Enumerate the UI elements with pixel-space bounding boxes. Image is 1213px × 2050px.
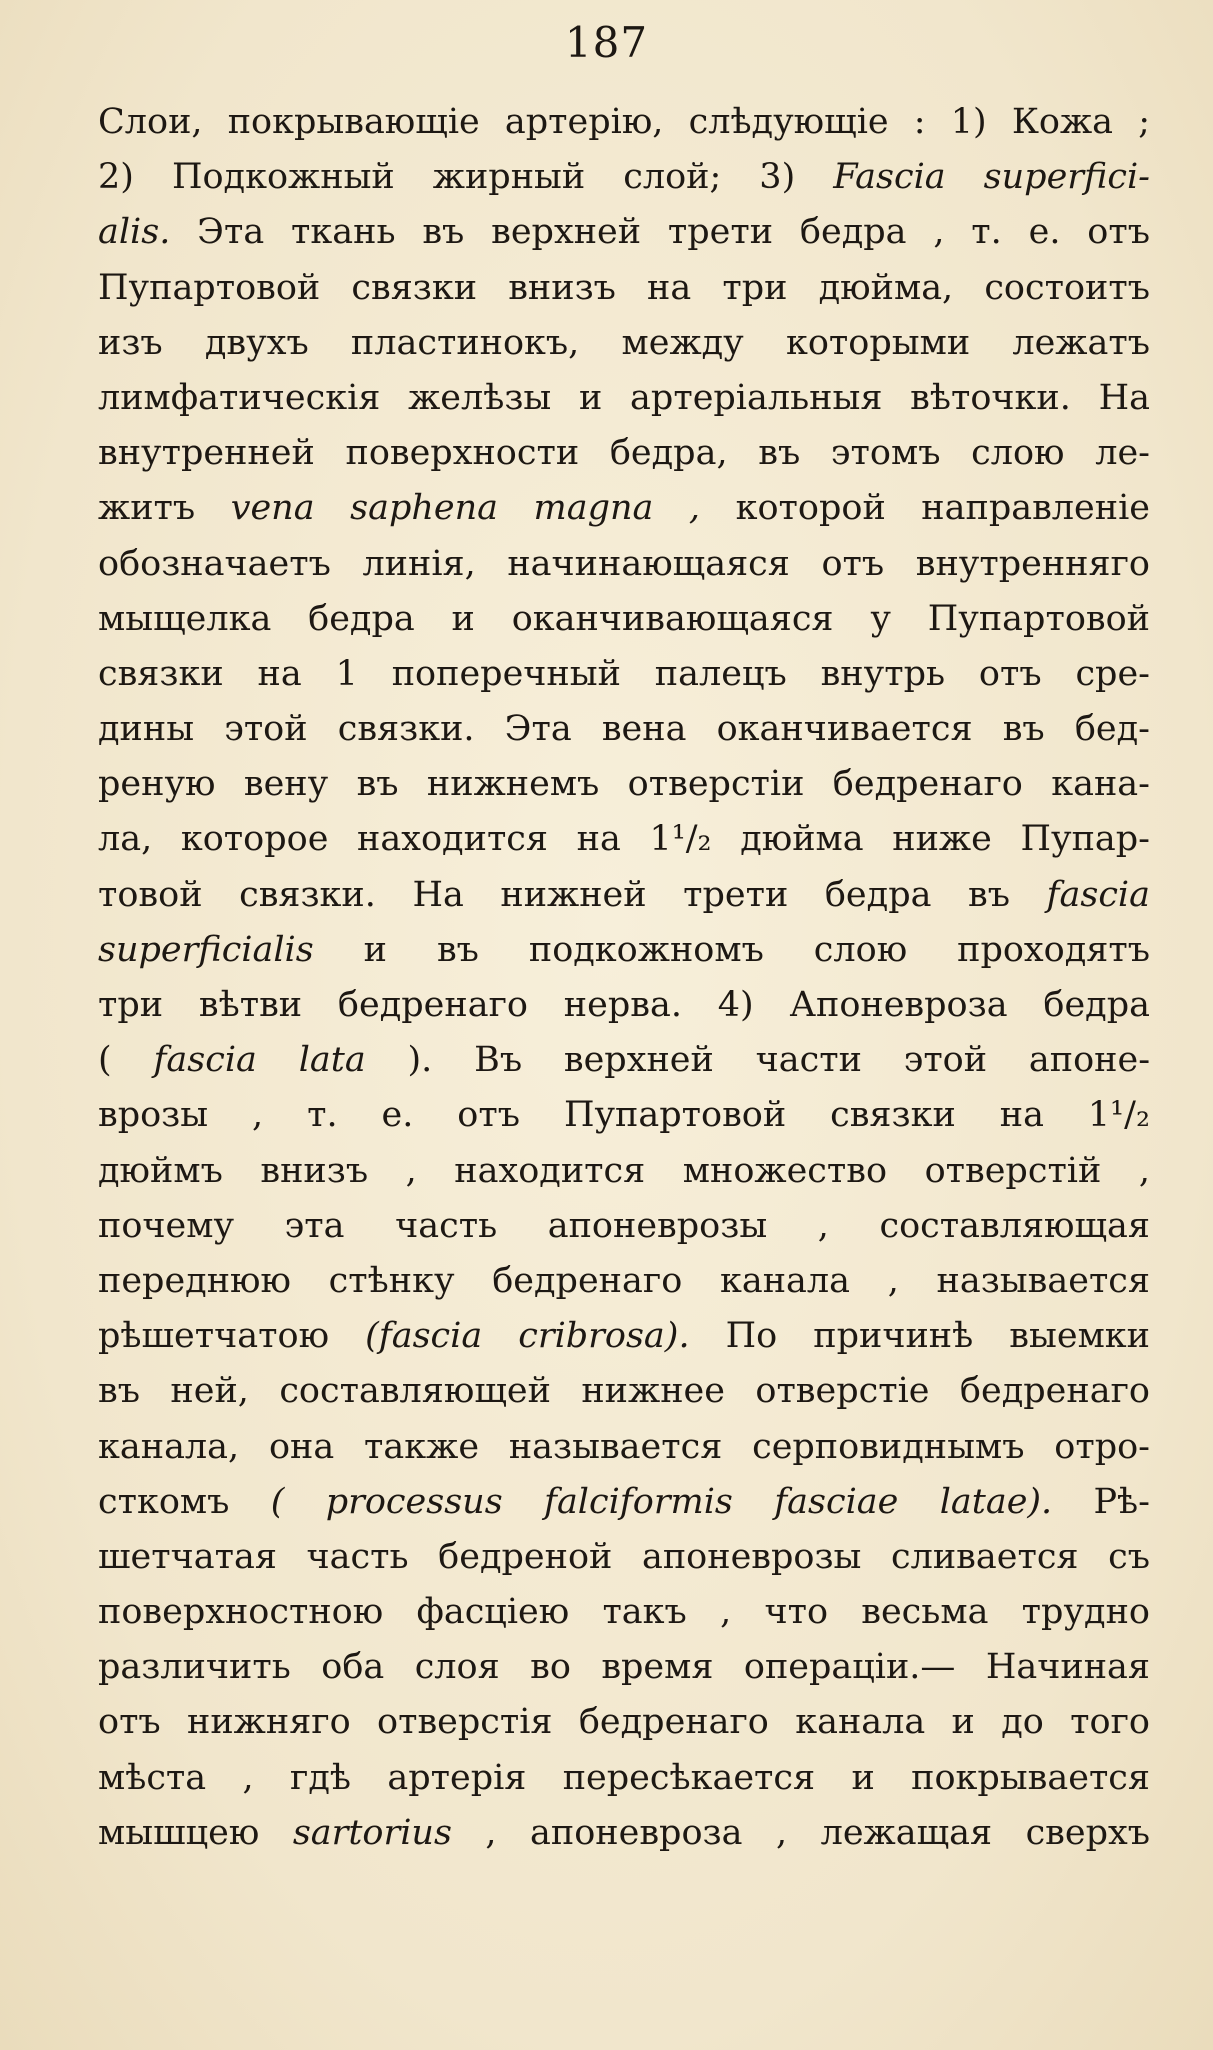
text-line: сткомъ ( processus falciformis fasciae latae). Рѣ-	[98, 1481, 1150, 1522]
text-line: различить оба слоя во время операціи.— Начиная	[98, 1647, 1150, 1688]
text-line: рѣшетчатою (fascia cribrosa). По причинѣ выемки	[98, 1316, 1150, 1357]
text-line: Слои, покрывающіе артерію, слѣдующіе : 1) Кожа ;	[98, 102, 1150, 142]
text-line: отъ нижняго отверстія бедренаго канала и до того	[98, 1702, 1150, 1743]
text-line: ла, которое находится на 1¹/₂ дюйма ниже Пупар-	[98, 819, 1150, 860]
text-line: реную вену въ нижнемъ отверстіи бедренаго кана-	[98, 764, 1150, 805]
text-line: въ ней, составляющей нижнее отверстіе бедренаго	[98, 1371, 1150, 1412]
text-line: обозначаетъ линія, начинающаяся отъ внутренняго	[98, 543, 1150, 584]
text-line: лимфатическія желѣзы и артеріальныя вѣточки. На	[98, 377, 1150, 418]
text-line: дины этой связки. Эта вена оканчивается въ бед-	[98, 709, 1150, 750]
text-line: врозы , т. е. отъ Пупартовой связки на 1¹/₂	[98, 1095, 1150, 1136]
text-line: изъ двухъ пластинокъ, между которыми лежатъ	[98, 322, 1150, 363]
page-number: 187	[564, 18, 649, 67]
text-line: ( fascia lata ). Въ верхней части этой апоне-	[98, 1040, 1150, 1081]
text-line: дюймъ внизъ , находится множество отверстій ,	[98, 1150, 1150, 1191]
text-line: шетчатая часть бедреной апоневрозы сливается съ	[98, 1536, 1150, 1577]
text-line: переднюю стѣнку бедренаго канала , называется	[98, 1260, 1150, 1301]
text-line: товой связки. На нижней трети бедра въ fascia	[98, 874, 1150, 915]
text-line: 2) Подкожный жирный слой; 3) Fascia superfici-	[98, 157, 1150, 198]
text-line: мышцею sartorius , апоневроза , лежащая сверхъ	[98, 1812, 1150, 1853]
text-line: почему эта часть апоневрозы , составляющая	[98, 1205, 1150, 1246]
text-line: канала, она также называется серповиднымъ отро-	[98, 1426, 1150, 1467]
text-line: Пупартовой связки внизъ на три дюйма, состоитъ	[98, 267, 1150, 308]
text-line: мыщелка бедра и оканчивающаяся у Пупартовой	[98, 598, 1150, 639]
text-line: три вѣтви бедренаго нерва. 4) Апоневроза бедра	[98, 985, 1150, 1025]
text-line: внутренней поверхности бедра, въ этомъ слою ле-	[98, 433, 1150, 474]
body-text	[98, 95, 1150, 1861]
text-line: мѣста , гдѣ артерія пересѣкается и покрывается	[98, 1757, 1150, 1798]
text-line: superficialis и въ подкожномъ слою проходятъ	[98, 929, 1150, 970]
text-line: alis. Эта ткань въ верхней трети бедра , т. е. отъ	[98, 212, 1150, 253]
text-line: поверхностною фасціею такъ , что весьма трудно	[98, 1592, 1150, 1633]
text-line: житъ vena saphena magna , которой направленіе	[98, 488, 1150, 529]
text-line: связки на 1 поперечный палецъ внутрь отъ сре-	[98, 653, 1150, 694]
